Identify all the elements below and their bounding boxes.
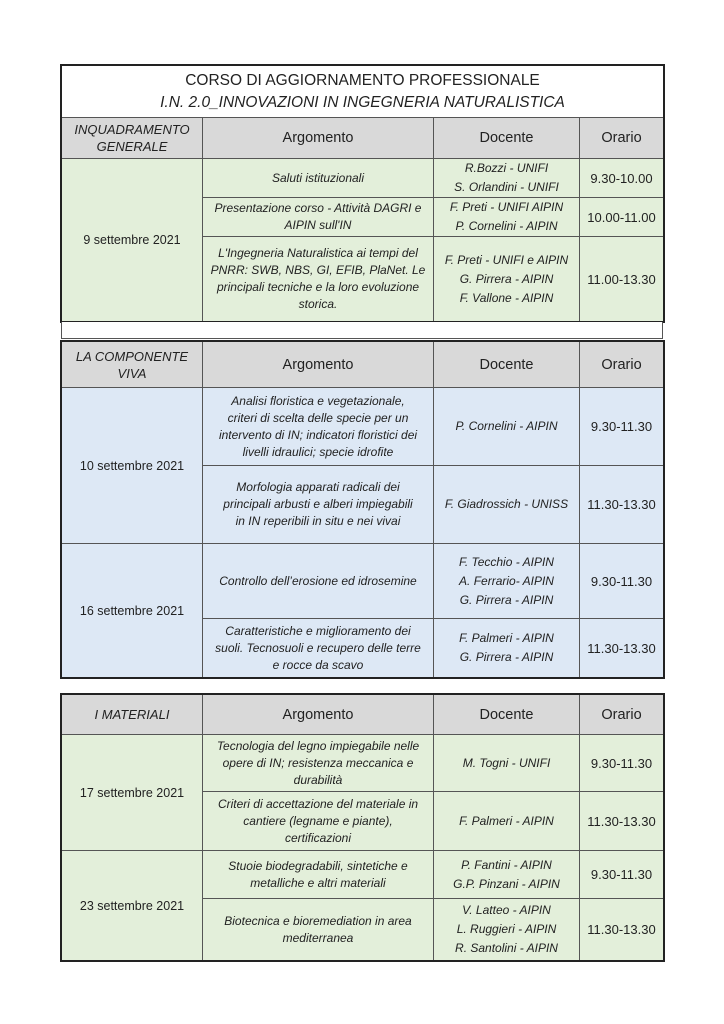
session-time: 9.30-11.30 bbox=[580, 851, 664, 899]
session-teacher: P. Fantini - AIPIN G.P. Pinzani - AIPIN bbox=[434, 851, 580, 899]
session-topic: Controllo dell’erosione ed idrosemine bbox=[203, 544, 434, 619]
session-teacher: F. Preti - UNIFI AIPIN P. Cornelini - AIPIN bbox=[434, 198, 580, 237]
section-title: LA COMPONENTE VIVA bbox=[62, 342, 203, 388]
session-teacher: F. Tecchio - AIPIN A. Ferrario- AIPIN G. Pirrera - AIPIN bbox=[434, 544, 580, 619]
session-topic: Morfologia apparati radicali dei principali arbusti e alberi impiegabili in IN reperibili in situ e nei vivai bbox=[203, 466, 434, 544]
session-teacher: F. Preti - UNIFI e AIPIN G. Pirrera - AIPIN F. Vallone - AIPIN bbox=[434, 237, 580, 322]
session-time: 11.30-13.30 bbox=[580, 619, 664, 678]
session-topic: Presentazione corso - Attività DAGRI e AIPIN sull'IN bbox=[203, 198, 434, 237]
header-docente: Docente bbox=[434, 695, 580, 735]
session-time: 9.30-11.30 bbox=[580, 388, 664, 466]
session-time: 11.30-13.30 bbox=[580, 466, 664, 544]
session-time: 10.00-11.00 bbox=[580, 198, 664, 237]
header-orario: Orario bbox=[580, 342, 664, 388]
session-topic: L'Ingegneria Naturalistica ai tempi del PNRR: SWB, NBS, GI, EFIB, PlaNet. Le principali tecniche e la loro evoluzione storica. bbox=[203, 237, 434, 322]
session-topic: Analisi floristica e vegetazionale, criteri di scelta delle specie per un intervento di IN; indicatori floristici dei livelli idraulici; specie idrofite bbox=[203, 388, 434, 466]
header-argomento: Argomento bbox=[203, 695, 434, 735]
session-time: 11.30-13.30 bbox=[580, 792, 664, 851]
header-argomento: Argomento bbox=[203, 342, 434, 388]
session-topic: Saluti istituzionali bbox=[203, 159, 434, 198]
header-docente: Docente bbox=[434, 342, 580, 388]
session-date: 10 settembre 2021 bbox=[62, 388, 203, 544]
section-title: INQUADRAMENTO GENERALE bbox=[62, 118, 203, 159]
header-argomento: Argomento bbox=[203, 118, 434, 159]
session-date: 23 settembre 2021 bbox=[62, 851, 203, 961]
session-topic: Tecnologia del legno impiegabile nelle opere di IN; resistenza meccanica e durabilità bbox=[203, 735, 434, 792]
header-docente: Docente bbox=[434, 118, 580, 159]
session-date: 17 settembre 2021 bbox=[62, 735, 203, 851]
session-date: 9 settembre 2021 bbox=[62, 159, 203, 322]
session-time: 9.30-11.30 bbox=[580, 544, 664, 619]
session-topic: Biotecnica e bioremediation in area mediterranea bbox=[203, 899, 434, 961]
schedule-table-componente-viva bbox=[61, 341, 664, 678]
session-topic: Criteri di accettazione del materiale in cantiere (legname e piante), certificazioni bbox=[203, 792, 434, 851]
session-time: 9.30-11.30 bbox=[580, 735, 664, 792]
table-spacer bbox=[61, 322, 663, 339]
schedule-table-materiali bbox=[61, 694, 664, 961]
session-teacher: F. Giadrossich - UNISS bbox=[434, 466, 580, 544]
course-title-line1: CORSO DI AGGIORNAMENTO PROFESSIONALE bbox=[185, 71, 540, 89]
session-teacher: V. Latteo - AIPIN L. Ruggieri - AIPIN R. Santolini - AIPIN bbox=[434, 899, 580, 961]
session-time: 11.00-13.30 bbox=[580, 237, 664, 322]
schedule-table-inquadramento bbox=[61, 65, 664, 322]
session-topic: Stuoie biodegradabili, sintetiche e metalliche e altri materiali bbox=[203, 851, 434, 899]
session-teacher: M. Togni - UNIFI bbox=[434, 735, 580, 792]
course-title-line2: I.N. 2.0_INNOVAZIONI IN INGEGNERIA NATURALISTICA bbox=[160, 93, 565, 111]
session-teacher: P. Cornelini - AIPIN bbox=[434, 388, 580, 466]
header-orario: Orario bbox=[580, 118, 664, 159]
session-time: 9.30-10.00 bbox=[580, 159, 664, 198]
header-orario: Orario bbox=[580, 695, 664, 735]
session-date: 16 settembre 2021 bbox=[62, 544, 203, 678]
course-title bbox=[62, 66, 664, 118]
session-time: 11.30-13.30 bbox=[580, 899, 664, 961]
section-title: I MATERIALI bbox=[62, 695, 203, 735]
session-teacher: R.Bozzi - UNIFI S. Orlandini - UNIFI bbox=[434, 159, 580, 198]
session-teacher: F. Palmeri - AIPIN bbox=[434, 792, 580, 851]
session-teacher: F. Palmeri - AIPIN G. Pirrera - AIPIN bbox=[434, 619, 580, 678]
session-topic: Caratteristiche e miglioramento dei suoli. Tecnosuoli e recupero delle terre e rocce da scavo bbox=[203, 619, 434, 678]
